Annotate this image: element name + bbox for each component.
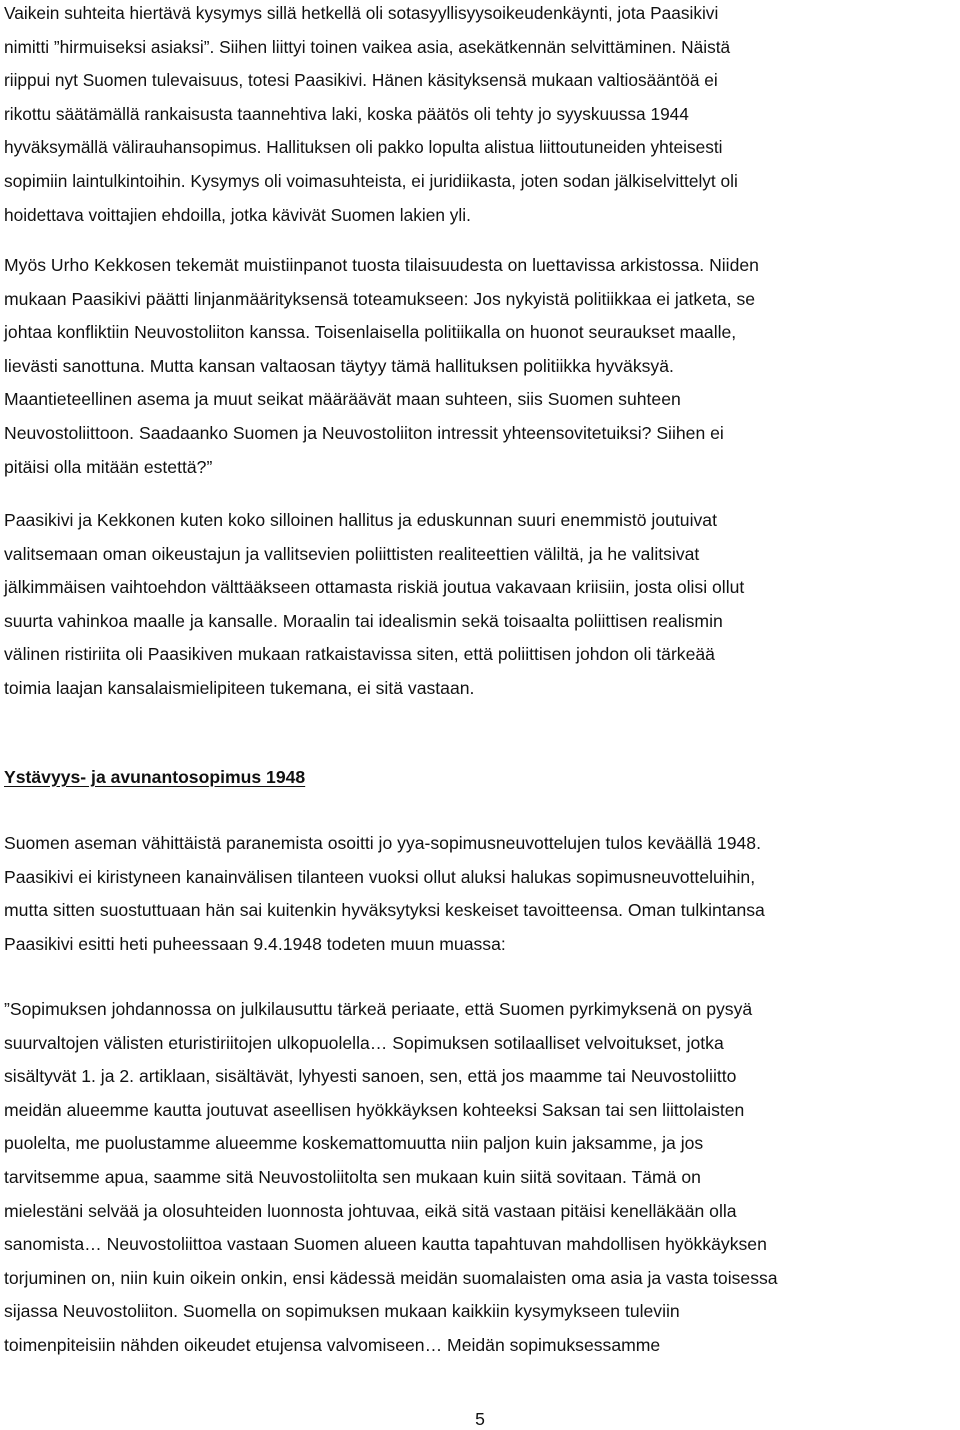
text-line: Paasikivi esitti heti puheessaan 9.4.1948 todeten muun muassa: (4, 933, 506, 954)
text-line: mutta sitten suostuttuaan hän sai kuitenkin hyväksytyksi keskeiset tavoitteensa. Oman tulkintansa (4, 900, 765, 921)
text-line: hyväksymällä välirauhansopimus. Hallituksen oli pakko lopulta alistua liittoutuneiden yhteisesti (4, 137, 723, 158)
text-line: mielestäni selvää ja olosuhteiden luonnosta johtuvaa, eikä sitä vastaan pitäisi kenelläkään olla (4, 1200, 737, 1221)
text-line: nimitti ”hirmuiseksi asiaksi”. Siihen liittyi toinen vaikea asia, asekätkennän selvittäminen. Näistä (4, 36, 731, 57)
text-line: Myös Urho Kekkosen tekemät muistiinpanot tuosta tilaisuudesta on luettavissa arkistossa. Niiden (4, 255, 759, 275)
text-line: toimenpiteisiin nähden oikeudet etujensa valvomiseen… Meidän sopimuksessamme (4, 1334, 661, 1355)
text-line: ”Sopimuksen johdannossa on julkilausuttu tärkeä periaate, että Suomen pyrkimyksenä on pysyä (4, 999, 753, 1019)
text-line: puolelta, me puolustamme alueemme koskemattomuutta niin paljon kuin jaksamme, ja jos (4, 1133, 704, 1154)
text-line: Neuvostoliittoon. Saadaanko Suomen ja Neuvostoliiton intressit yhteensovitetuiksi? Siihen ei (4, 422, 724, 443)
text-line: lievästi sanottuna. Mutta kansan valtaosan täytyy tämä hallituksen politiikka hyväksyä. (4, 355, 674, 376)
text-line: Maantieteellinen asema ja muut seikat määräävät maan suhteen, siis Suomen suhteen (4, 389, 681, 410)
paragraph-kekkonen-notes (4, 249, 759, 484)
text-line: sopimiin laintulkintoihin. Kysymys oli voimasuhteista, ei juridiikasta, joten sodan jälkiselvittelyt oli (4, 170, 738, 191)
text-line: valitsemaan oman oikeustajun ja vallitsevien poliittisten realiteettien väliltä, ja he valitsivat (4, 543, 700, 564)
text-line: mukaan Paasikivi päätti linjanmäärityksensä toteamukseen: Jos nykyistä politiikkaa ei jatketa, se (4, 288, 756, 309)
text-line: rikottu säätämällä rankaisusta taannehtiva laki, koska päätös oli tehty jo syyskuussa 1944 (4, 103, 689, 124)
text-line: sijassa Neuvostoliiton. Suomella on sopimuksen mukaan kaikkiin kysymykseen tuleviin (4, 1301, 680, 1322)
text-line: välinen ristiriita oli Paasikiven mukaan ratkaistavissa siten, että poliittisen johdon oli tärkeää (4, 644, 715, 665)
text-line: sanomista… Neuvostoliittoa vastaan Suomen alueen kautta tapahtuvan mahdollisen hyökkäyksen (4, 1234, 767, 1255)
text-line: pitäisi olla mitään estettä?” (4, 456, 213, 477)
paragraph-yya-negotiations (4, 827, 765, 961)
text-line: tarvitsemme apua, saamme sitä Neuvostoliitolta sen mukaan kuin siitä sovitaan. Tämä on (4, 1166, 701, 1187)
paragraph-war-guilt-trials (4, 0, 738, 232)
text-line: Paasikivi ei kiristyneen kanainvälisen tilanteen vuoksi ollut aluksi halukas sopimusneuvotteluihin, (4, 866, 756, 887)
text-line: meidän alueemme kautta joutuvat aseellisen hyökkäyksen kohteeksi Saksan tai sen liittolaisten (4, 1099, 745, 1120)
text-line: jälkimmäisen vaihtoehdon välttääkseen ottamasta riskiä joutua vakavaan kriisiin, josta olisi ollut (4, 577, 745, 598)
paragraph-political-realism (4, 504, 744, 706)
text-line: suurta vahinkoa maalle ja kansalle. Moraalin tai idealismin sekä toisaalta poliittisen realismin (4, 610, 723, 631)
text-line: torjuminen on, niin kuin oikein onkin, ensi kädessä meidän suomalaisten oma asia ja vasta toisessa (4, 1267, 778, 1288)
page-number: 5 (475, 1409, 485, 1429)
text-line: hoidettava voittajien ehdoilla, jotka kävivät Suomen lakien yli. (4, 204, 471, 225)
text-line: johtaa konfliktiin Neuvostoliiton kanssa. Toisenlaisella politiikalla on huonot seuraukset maalle, (4, 322, 737, 343)
text-line: Vaikein suhteita hiertävä kysymys sillä hetkellä oli sotasyyllisyysoikeudenkäynti, jota Paasikivi (4, 3, 719, 23)
section-heading: Ystävyys- ja avunantosopimus 1948 (4, 767, 306, 787)
text-line: riippui nyt Suomen tulevaisuus, totesi Paasikivi. Hänen käsityksensä mukaan valtiosääntöä ei (4, 70, 718, 91)
text-line: toimia laajan kansalaismielipiteen tukemana, ei sitä vastaan. (4, 677, 475, 698)
text-line: Suomen aseman vähittäistä paranemista osoitti jo yya-sopimusneuvottelujen tulos keväällä 1948. (4, 833, 761, 853)
text-line: Paasikivi ja Kekkonen kuten koko silloinen hallitus ja eduskunnan suuri enemmistö joutuivat (4, 510, 717, 530)
text-line: sisältyvät 1. ja 2. artiklaan, sisältävät, lyhyesti sanoen, sen, että jos maamme tai Neuvostoliitto (4, 1066, 737, 1087)
text-line: suurvaltojen välisten eturistiriitojen ulkopuolella… Sopimuksen sotilaalliset velvoitukset, jotka (4, 1032, 724, 1053)
paragraph-speech-quote (4, 993, 778, 1363)
